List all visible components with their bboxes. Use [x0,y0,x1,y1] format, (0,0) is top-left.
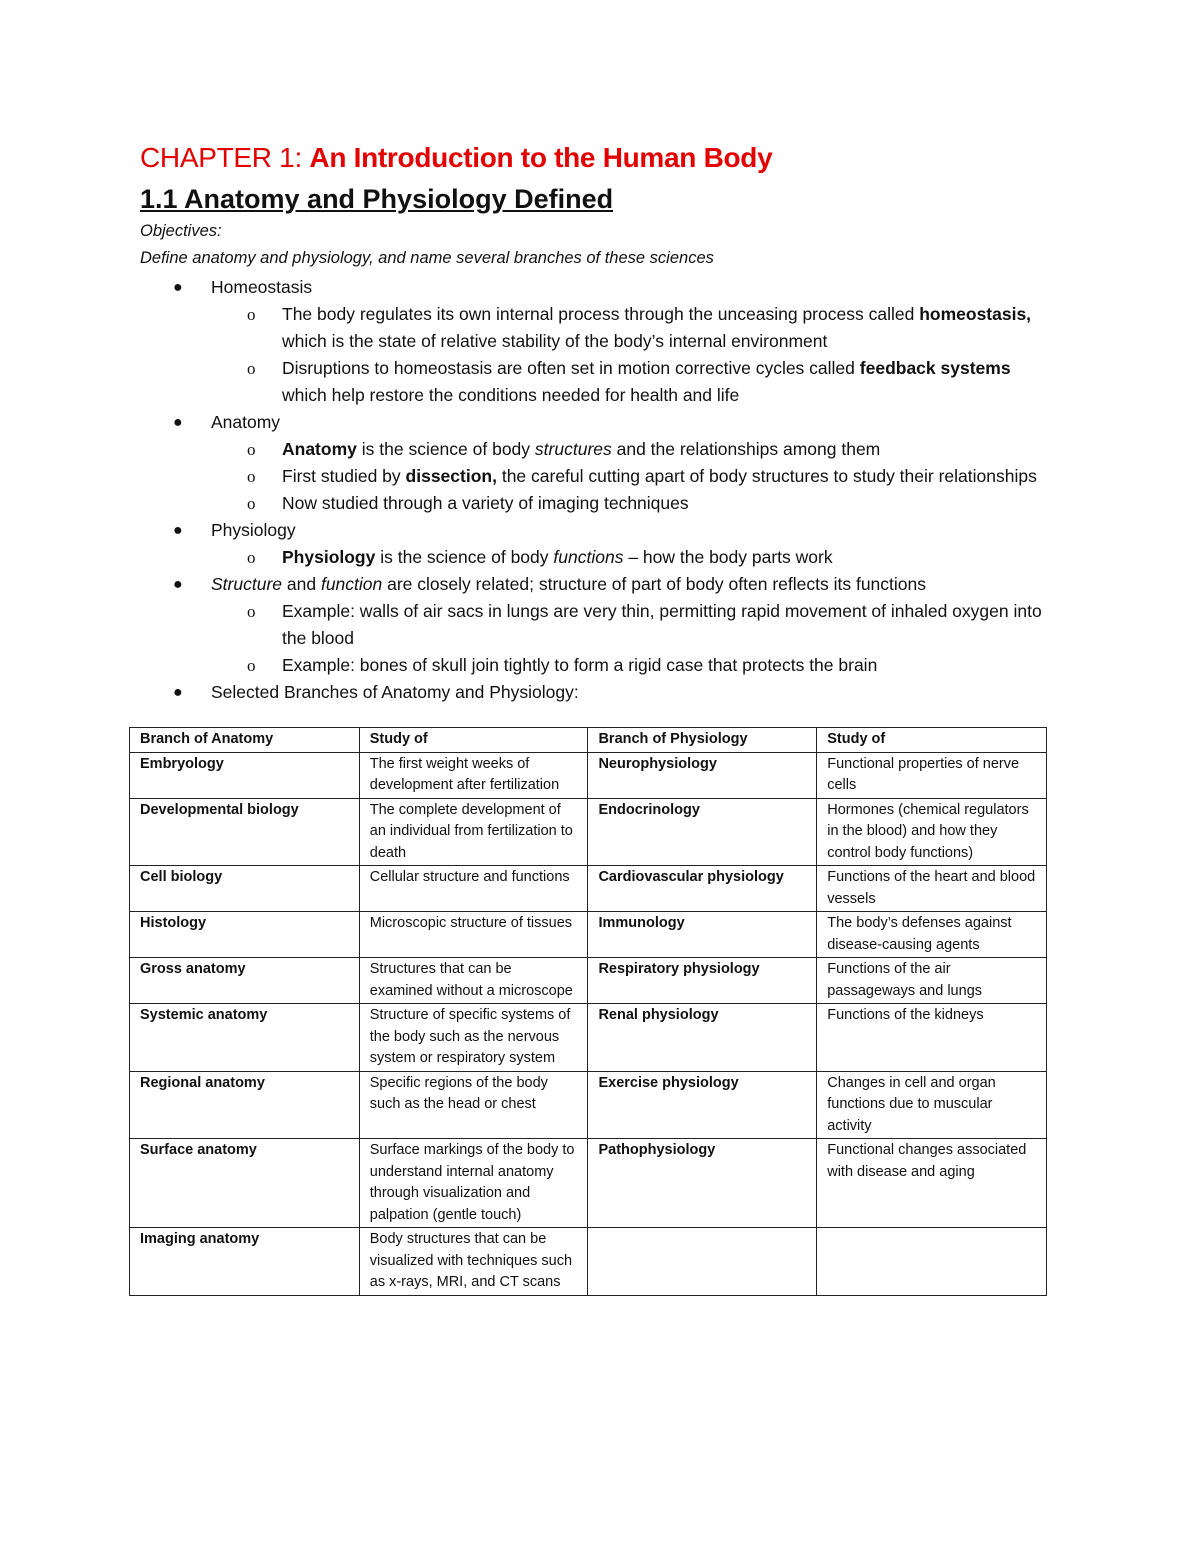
anatomy-study-cell: Structure of specific systems of the body such as the nervous system or respiratory system [359,1004,588,1072]
table-row [130,912,1047,958]
table-row [130,752,1047,798]
table-row [130,1004,1047,1072]
bullet-text: Anatomy [211,412,281,432]
table-header-row [130,728,1047,753]
subbullet-anatomy-2: o First studied by dissection, the careful cutting apart of body structures to study their relationships [0,463,1052,490]
branches-table [129,727,1047,1296]
circle-bullet-icon: o [247,656,256,675]
chapter-title [140,142,772,174]
anatomy-study-cell: Body structures that can be visualized with techniques such as x-rays, MRI, and CT scans [359,1228,588,1296]
header-branch-of-anatomy: Branch of Anatomy [130,728,360,753]
physiology-study-cell: The body’s defenses against disease-causing agents [817,912,1047,958]
bullet-structure-function: ● Structure and function are closely related; structure of part of body often reflects its functions [0,571,1200,598]
objectives-text: Define anatomy and physiology, and name several branches of these sciences [140,249,714,267]
header-study-of-physiology: Study of [817,728,1047,753]
physiology-study-cell: Functions of the heart and blood vessels [817,866,1047,912]
anatomy-study-cell: Specific regions of the body such as the head or chest [359,1071,588,1139]
anatomy-branch-cell: Embryology [130,752,360,798]
table-row [130,1071,1047,1139]
chapter-name: An Introduction to the Human Body [309,142,773,173]
anatomy-branch-cell: Gross anatomy [130,958,360,1004]
subbullet-anatomy-3: o Now studied through a variety of imaging techniques [0,490,1052,517]
anatomy-branch-cell: Imaging anatomy [130,1228,360,1296]
anatomy-study-cell: Microscopic structure of tissues [359,912,588,958]
bullet-text: Physiology [211,520,296,540]
bullet-selected-branches [0,679,1200,706]
subbullet-homeostasis-1: o The body regulates its own internal process through the unceasing process called homeostasis, which is the state of relative stability of the body’s internal environment [0,301,1052,355]
subbullet-anatomy-1: o Anatomy is the science of body structures and the relationships among them [0,436,1052,463]
circle-bullet-icon: o [247,359,256,378]
subbullet-homeostasis-2: o Disruptions to homeostasis are often set in motion corrective cycles called feedback systems which help restore the conditions needed for health and life [0,355,1052,409]
header-branch-of-physiology: Branch of Physiology [588,728,817,753]
chapter-prefix: CHAPTER 1: [140,142,302,173]
physiology-branch-cell: Renal physiology [588,1004,817,1072]
physiology-study-cell: Functions of the kidneys [817,1004,1047,1072]
circle-bullet-icon: o [247,548,256,567]
objectives-label: Objectives: [140,222,222,240]
header-study-of-anatomy: Study of [359,728,588,753]
physiology-branch-cell: Immunology [588,912,817,958]
bullet-icon: ● [173,414,183,431]
physiology-study-cell: Functional changes associated with disease and aging [817,1139,1047,1228]
bullet-physiology [0,517,1200,544]
circle-bullet-icon: o [247,305,256,324]
table-row [130,798,1047,866]
table-row [130,1139,1047,1228]
bullet-text: Selected Branches of Anatomy and Physiology: [211,682,579,702]
physiology-study-cell: Functional properties of nerve cells [817,752,1047,798]
subbullet-structure-2: o Example: bones of skull join tightly to form a rigid case that protects the brain [0,652,1052,679]
bullet-icon: ● [173,576,183,593]
outline-list [0,274,1200,706]
bullet-anatomy [0,409,1200,436]
anatomy-branch-cell: Cell biology [130,866,360,912]
physiology-branch-cell: Neurophysiology [588,752,817,798]
subbullet-physiology-1: o Physiology is the science of body functions – how the body parts work [0,544,1052,571]
bullet-icon: ● [173,684,183,701]
table-row [130,866,1047,912]
physiology-study-cell: Hormones (chemical regulators in the blood) and how they control body functions) [817,798,1047,866]
physiology-study-cell: Functions of the air passageways and lungs [817,958,1047,1004]
physiology-branch-cell: Exercise physiology [588,1071,817,1139]
anatomy-branch-cell: Developmental biology [130,798,360,866]
anatomy-branch-cell: Histology [130,912,360,958]
anatomy-branch-cell: Regional anatomy [130,1071,360,1139]
section-title: 1.1 Anatomy and Physiology Defined [140,184,614,214]
physiology-branch-cell: Respiratory physiology [588,958,817,1004]
physiology-branch-cell: Endocrinology [588,798,817,866]
physiology-branch-cell [588,1228,817,1296]
anatomy-branch-cell: Systemic anatomy [130,1004,360,1072]
physiology-study-cell [817,1228,1047,1296]
circle-bullet-icon: o [247,494,256,513]
table-row [130,1228,1047,1296]
circle-bullet-icon: o [247,440,256,459]
table-row [130,958,1047,1004]
circle-bullet-icon: o [247,602,256,621]
physiology-study-cell: Changes in cell and organ functions due to muscular activity [817,1071,1047,1139]
circle-bullet-icon: o [247,467,256,486]
anatomy-study-cell: Surface markings of the body to understand internal anatomy through visualization and palpation (gentle touch) [359,1139,588,1228]
subbullet-structure-1: o Example: walls of air sacs in lungs are very thin, permitting rapid movement of inhaled oxygen into the blood [0,598,1052,652]
bullet-homeostasis [0,274,1200,301]
physiology-branch-cell: Cardiovascular physiology [588,866,817,912]
anatomy-study-cell: The complete development of an individual from fertilization to death [359,798,588,866]
anatomy-study-cell: Cellular structure and functions [359,866,588,912]
bullet-icon: ● [173,279,183,296]
anatomy-branch-cell: Surface anatomy [130,1139,360,1228]
bullet-icon: ● [173,522,183,539]
bullet-text: Homeostasis [211,277,313,297]
physiology-branch-cell: Pathophysiology [588,1139,817,1228]
anatomy-study-cell: Structures that can be examined without a microscope [359,958,588,1004]
anatomy-study-cell: The first weight weeks of development after fertilization [359,752,588,798]
